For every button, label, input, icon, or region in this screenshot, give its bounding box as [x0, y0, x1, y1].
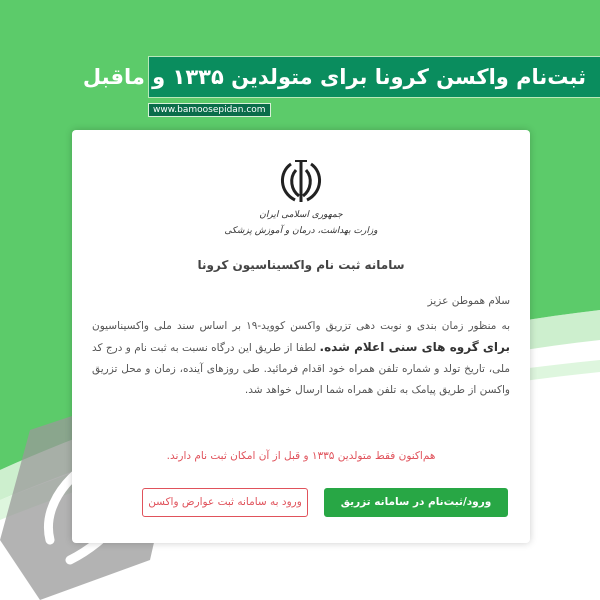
side-effects-button[interactable]: ورود به سامانه ثبت عوارض واکسن	[142, 488, 308, 517]
description	[92, 316, 510, 401]
description-part-1: به منظور زمان بندی و نوبت دهی تزریق واکسن کووید-۱۹ بر اساس سند ملی واکسیناسیون	[92, 320, 510, 332]
description-bold: برای گروه های سنی اعلام شده.	[319, 340, 510, 354]
register-button[interactable]: ورود/ثبت‌نام در سامانه تزریق واکسن	[324, 488, 508, 517]
org-line-2: وزارت بهداشت، درمان و آموزش پزشکی	[224, 226, 378, 236]
banner-title: ثبت‌نام واکسن کرونا برای متولدین ۱۳۳۵ و ماقبل	[148, 56, 600, 98]
iran-emblem-icon	[277, 158, 325, 208]
page-title: سامانه ثبت نام واکسیناسیون کرونا	[197, 258, 405, 272]
greeting: سلام هموطن عزیز	[427, 295, 510, 307]
description-part-2: لطفا از طریق این درگاه نسبت به ثبت نام و درج کد ملی، تاریخ تولد و شماره تلفن همراه خود اقدام فرمائید. طی روزهای آینده، زمان و محل تزریق واکسن از طریق پیامک به تلفن همراه شما ارسال خواهد شد.	[92, 342, 510, 396]
registration-card	[72, 130, 530, 543]
org-line-1: جمهوری اسلامی ایران	[259, 210, 343, 220]
website-url: www.bamoosepidan.com	[148, 103, 271, 117]
eligibility-notice: هم‌اکنون فقط متولدین ۱۳۳۵ و قبل از آن امکان ثبت نام دارند.	[166, 450, 436, 462]
